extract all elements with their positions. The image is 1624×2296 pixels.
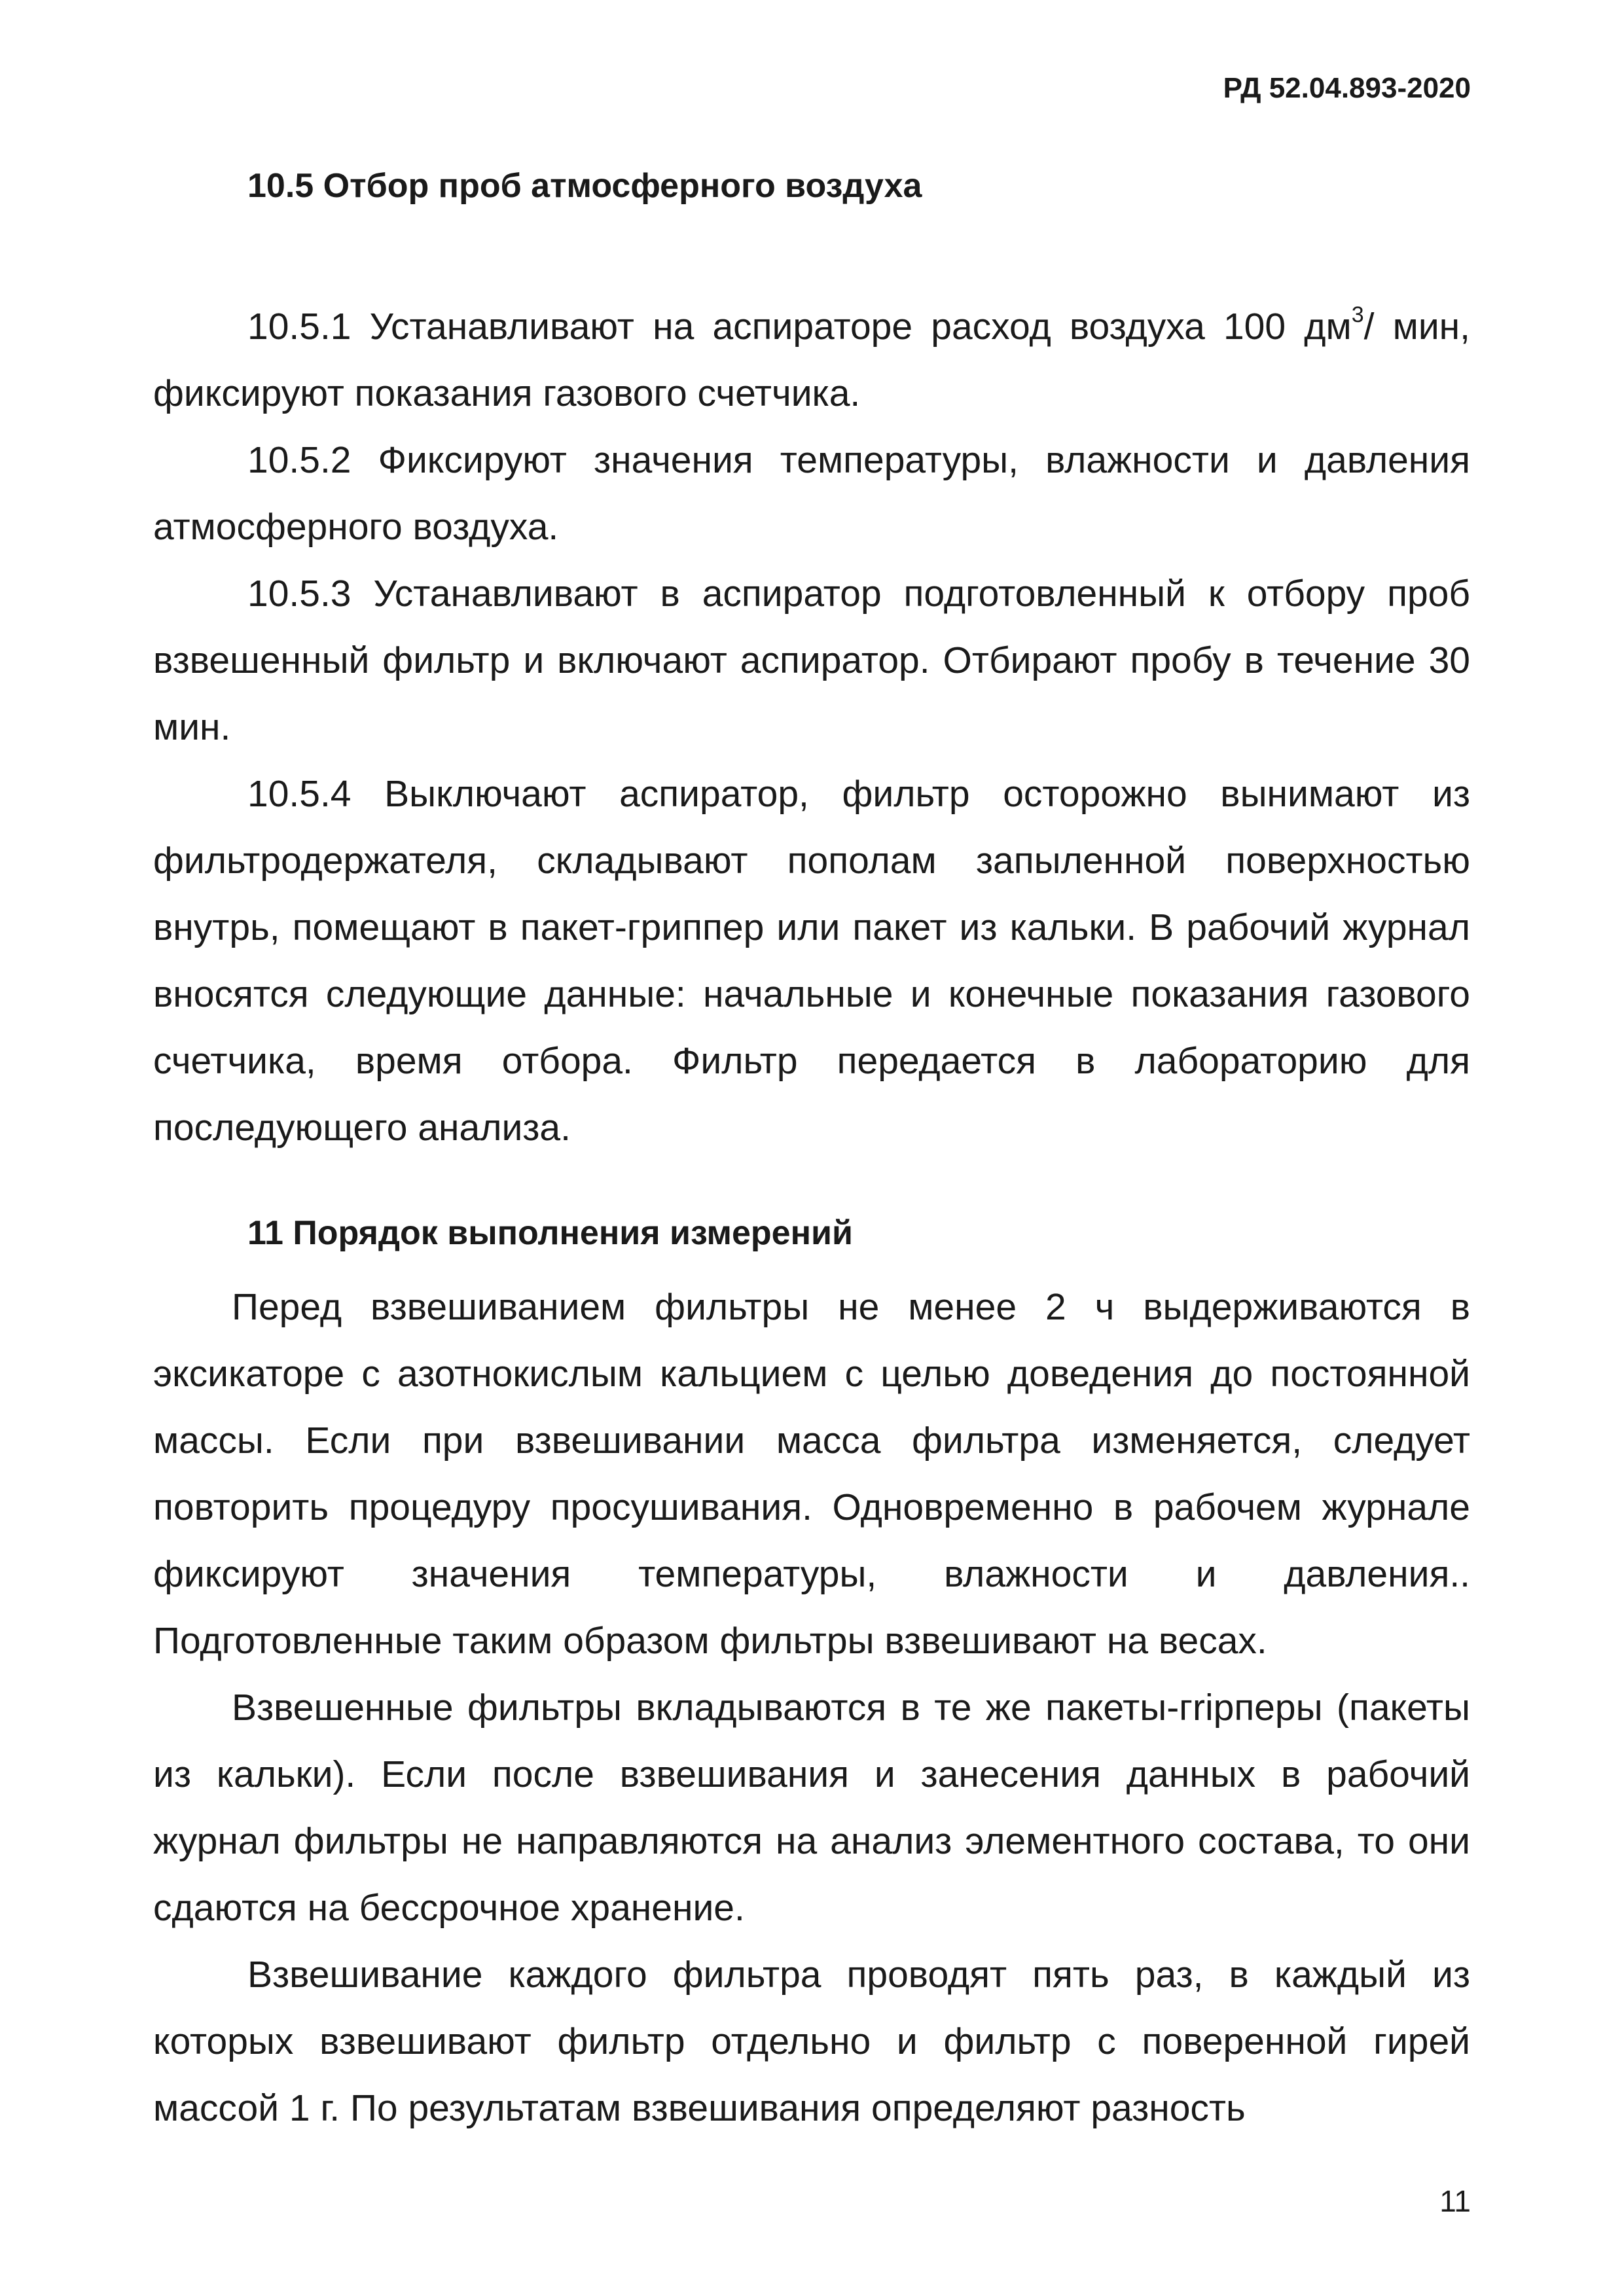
superscript: 3 <box>1351 302 1364 327</box>
paragraph-10-5-4 <box>153 761 1470 1161</box>
paragraph-10-5-2 <box>153 427 1470 560</box>
paragraph-10-5-2-text: 10.5.2 Фиксируют значения температуры, влажности и давления атмосферного воздуха. <box>153 439 1470 548</box>
paragraph-11-3 <box>153 1941 1470 2142</box>
paragraph-10-5-1-text: 10.5.1 Устанавливают на аспираторе расход воздуха 100 дм <box>247 306 1352 348</box>
paragraph-11-1-text: Перед взвешиванием фильтры не менее 2 ч выдерживаются в эксикаторе с азотнокислым кальцием с целью доведения до постоянной массы. Если при взвешивании масса фильтра изменяется, следует повторить процедуру просушивания. Одновременно в рабочем журнале фиксируют значения температуры, влажности и давления.. Подготовленные таким образом фильтры взвешивают на весах. <box>153 1286 1470 1662</box>
paragraph-11-2-text: Взвешенные фильтры вкладываются в те же пакеты-гripперы (пакеты из кальки). Если после взвешивания и занесения данных в рабочий журнал фильтры не направляются на анализ элементного состава, то они сдаются на бессрочное хранение. <box>153 1687 1470 1929</box>
paragraph-10-5-4-text: 10.5.4 Выключают аспиратор, фильтр осторожно вынимают из фильтродержателя, складывают пополам запыленной поверхностью внутрь, помещают в пакет-гриппер или пакет из кальки. В рабочий журнал вносятся следующие данные: начальные и конечные показания газового счетчика, время отбора. Фильтр передается в лабораторию для последующего анализа. <box>153 773 1470 1149</box>
paragraph-10-5-1 <box>153 293 1470 427</box>
paragraph-11-3-text: Взвешивание каждого фильтра проводят пять раз, в каждый из которых взвешивают фильтр отдельно и фильтр с поверенной гирей массой 1 г. По результатам взвешивания определяют разность <box>153 1954 1470 2129</box>
paragraph-10-5-3 <box>153 560 1470 761</box>
paragraph-11-1 <box>153 1274 1470 1674</box>
document-code: РД 52.04.893-2020 <box>1223 72 1471 104</box>
paragraph-10-5-3-text: 10.5.3 Устанавливают в аспиратор подготовленный к отбору проб взвешенный фильтр и включают аспиратор. Отбирают пробу в течение 30 мин. <box>153 573 1470 748</box>
paragraph-10-5-1-tail: / мин, фиксируют показания газового счетчика. <box>153 306 1470 414</box>
paragraph-11-2 <box>153 1674 1470 1941</box>
page-number: 11 <box>1439 2184 1471 2218</box>
section-11-title: 11 Порядок выполнения измерений <box>247 1214 853 1252</box>
section-10-5-title: 10.5 Отбор проб атмосферного воздуха <box>247 167 922 205</box>
